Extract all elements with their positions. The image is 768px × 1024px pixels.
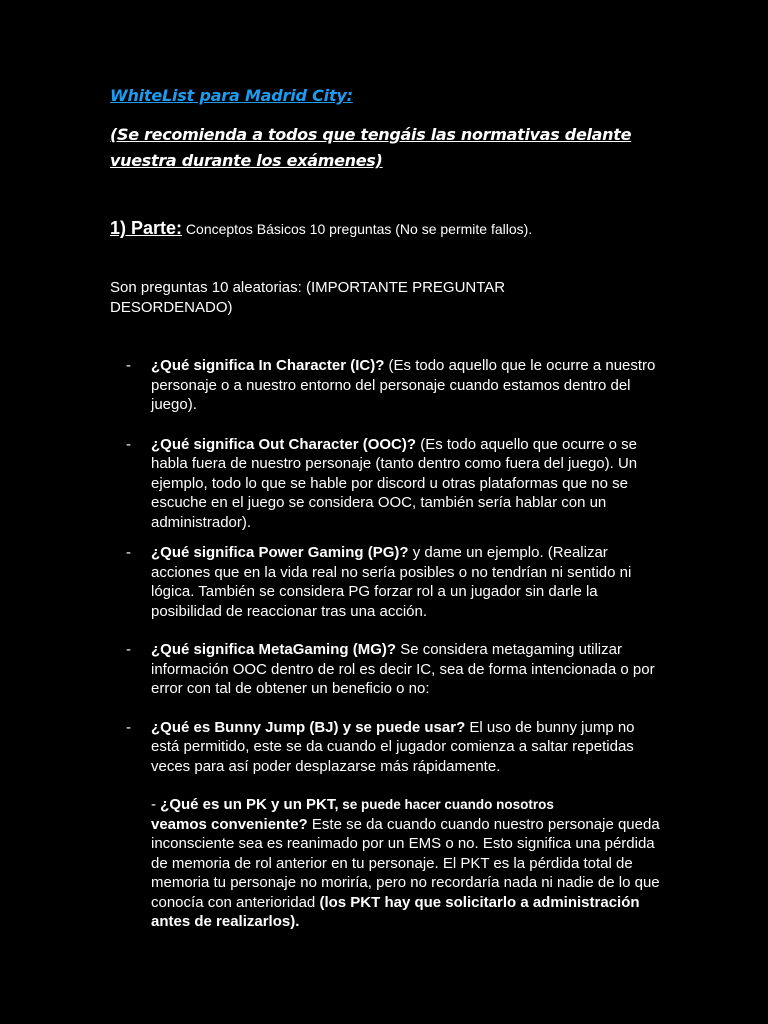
list-dash: - (126, 641, 131, 658)
question-text: ¿Qué significa Power Gaming (PG)? (151, 544, 409, 561)
part-description: Conceptos Básicos 10 preguntas (No se permite fallos). (182, 221, 533, 237)
list-dash: - (126, 718, 131, 736)
question-text: ¿Qué significa In Character (IC)? (151, 357, 385, 374)
list-item (126, 356, 666, 415)
list-dash: - (126, 357, 131, 374)
part-label: 1) Parte: (110, 218, 183, 238)
list-dash: - (151, 796, 161, 813)
question-text: ¿Qué es un PK y un PKT, (160, 796, 339, 813)
answer-text: y dame un ejemplo. (Realizar acciones que en la vida real no sería posibles o no tendrían ni sentido ni lógica. También se considera PG forzar rol a un jugador sin darle la posibilidad de reaccionar tras una acción. (151, 544, 632, 620)
part-heading (110, 218, 532, 239)
answer-text: (Es todo aquello que ocurre o se habla fuera de nuestro personaje (tanto dentro como fuera del juego). Un ejemplo, todo lo que se hable por discord u otras plataformas que no se escuche en el juego se considera OOC, también sería hablar con un administrador). (151, 435, 638, 531)
answer-text: Este se da cuando cuando nuestro personaje queda inconsciente sea es reanimado por un EMS o no. Esto significa una pérdida de memoria de rol anterior en tu personaje. El PKT es la pérdida total de memoria tu personaje no moriría, pero no recordaría nada ni nadie de lo que conocía con anterioridad (151, 815, 660, 911)
list-item (126, 543, 666, 621)
question-text: ¿Qué es Bunny Jump (BJ) y se puede usar? (151, 718, 466, 736)
question-text: ¿Qué significa MetaGaming (MG)? (151, 641, 397, 658)
list-item (126, 795, 666, 932)
question-text: ¿Qué significa Out Character (OOC)? (151, 435, 417, 453)
answer-text: Se considera metagaming utilizar información OOC dentro de rol es decir IC, sea de forma intencionada o por error con tal de obtener un beneficio o no: (151, 641, 655, 697)
question-text-small: se puede hacer cuando nosotros (338, 797, 554, 812)
list-dash: - (126, 435, 131, 453)
list-item (126, 640, 666, 699)
list-item (126, 435, 666, 533)
answer-text: (Es todo aquello que le ocurre a nuestro personaje o a nuestro entorno del personaje cuando estamos dentro del juego). (151, 357, 656, 413)
answer-bold-text: (los PKT hay que solicitarlo a administración antes de realizarlos). (151, 893, 640, 930)
answer-text: El uso de bunny jump no está permitido, este se da cuando el jugador comienza a saltar repetidas veces para así poder desplazarse más rápidamente. (151, 718, 635, 775)
question-list (126, 356, 666, 932)
intro-text: Son preguntas 10 aleatorias: (IMPORTANTE PREGUNTAR DESORDENADO) (110, 279, 506, 316)
question-text-end: veamos conveniente? (151, 815, 308, 833)
document-subtitle: (Se recomienda a todos que tengáis las normativas delante vuestra durante los exámenes) (110, 125, 632, 170)
list-item (126, 718, 666, 777)
document-title: WhiteList para Madrid City: (110, 86, 353, 105)
list-dash: - (126, 544, 131, 561)
